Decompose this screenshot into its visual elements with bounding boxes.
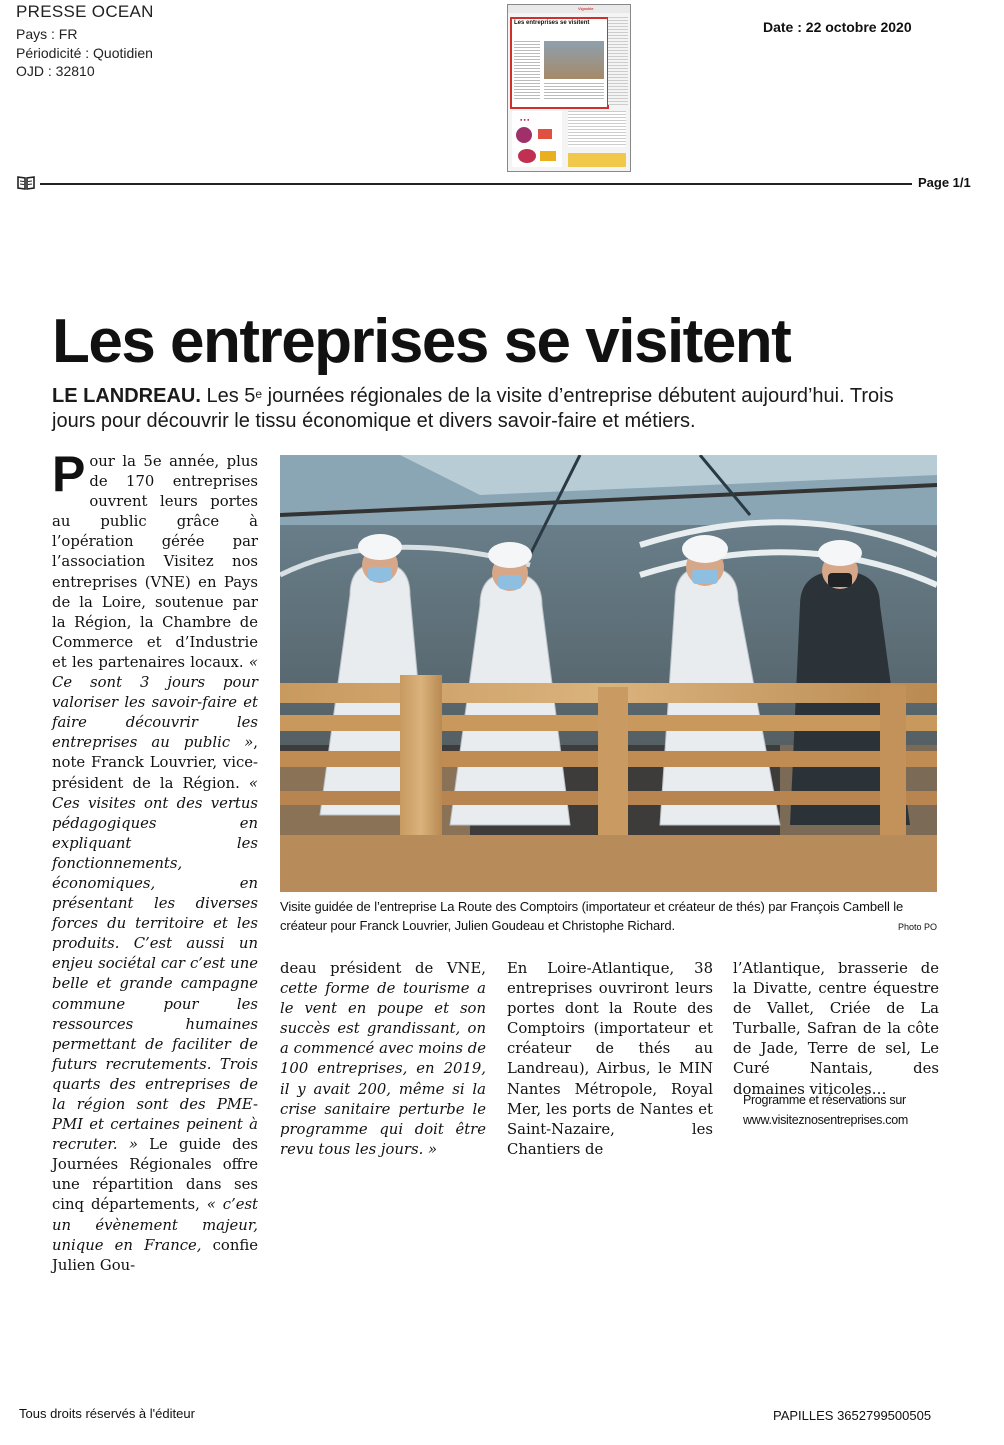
column-1-text: our la 5e année, plus de 170 entreprises ouvrent leurs portes au public grâce à l’opération gérée par l’association Visitez nos entreprises (VNE) en Pays de la Loire, soutenue par la Région, la Chambre de Commerce et d’Industrie et les partenaires locaux. [52,453,258,671]
quote-text: « Ce sont 3 jours pour valoriser les savoir-faire et faire découvrir les entreprises au public » [52,653,258,752]
book-icon [16,175,36,191]
lead-superscript: e [255,387,263,401]
ojd-label: OJD : 32810 [16,63,95,79]
publication-name: PRESSE OCEAN [16,2,154,21]
column-1-text: Le guide des Journées Régionales offre une répartition dans ses cinq départements, [52,1136,258,1214]
program-label: Programme et réservations sur [743,1093,906,1107]
country-label: Pays : FR [16,26,78,42]
program-url: www.visiteznosentreprises.com [743,1113,908,1127]
footer-rights: Tous droits réservés à l'éditeur [19,1406,195,1421]
periodicity-label: Périodicité : Quotidien [16,45,153,61]
footer-reference: PAPILLES 3652799500505 [773,1408,932,1423]
article-column-2 [280,959,486,1160]
column-1-text: confie Julien Gou- [52,1236,258,1274]
header-divider [40,183,912,185]
photo-caption: Visite guidée de l’entreprise La Route des Comptoirs (importateur et créateur de thés) par François Cambell le créateur pour Franck Louvrier, Julien Goudeau et Christophe Richard. [280,899,904,933]
thumbnail-article-frame [510,17,609,109]
thumbnail-section: Vignoble [578,6,594,11]
drop-cap: P [52,446,86,502]
lead-text-1: Les 5 [206,385,256,407]
article-photo [280,455,937,892]
thumbnail-headline: Les entreprises se visitent [514,20,590,26]
quote-text: « Ces visites ont des vertus pédagogiques en expliquant les fonctionnements, économiques, en présentant les diverses forces du territoire et les produits. C’est aussi un enjeu sociétal car c’est une belle et grande campagne commune pour les ressources humaines permettant de faciliter de futurs recrutements. Trois quarts des entreprises de la région sont des PME-PMI et certaines peinent à recruter. » [52,774,258,1154]
column-1-text: , note Franck Louvrier, vice-président de la Région. [52,734,258,792]
column-2-text: deau président de VNE, [280,960,486,977]
article-column-3: En Loire-Atlantique, 38 entreprises ouvriront leurs portes dont la Route des Comptoirs (importateur et créateur de thés au Landreau), Airbus, le MIN Nantes Métropole, Royal Mer, les ports de Nantes et Saint-Nazaire, les Chantiers de [507,960,713,1158]
date-label: Date : 22 octobre 2020 [763,19,912,35]
page-thumbnail: Vignoble Les entreprises se visitent ● ● ● [507,4,631,172]
article-column-4: l’Atlantique, brasserie de la Divatte, centre équestre de Vallet, Criée de La Turballe, Safran de la côte de Jade, Terre de sel, Le Curé Nantais, des domaines viticoles… [733,960,939,1098]
quote-text: cette forme de tourisme a le vent en poupe et son succès est grandissant, on a commencé avec moins de 100 entreprises, en 2019, il y avait 200, même si la crise sanitaire perturbe le programme qui doit être revu tous les jours. » [280,980,486,1158]
lead-text-2: journées régionales de la visite d’entreprise débutent aujourd’hui. Trois jours pour découvrir le tissu économique et divers savoir-faire et métiers. [52,385,894,432]
article-column-1 [52,446,258,1276]
lead-kicker: LE LANDREAU. [52,385,201,407]
quote-text: « c’est un évènement majeur, unique en France, [52,1196,258,1254]
page-number: Page 1/1 [918,175,971,190]
article-lead [52,384,932,434]
program-info [743,1090,908,1130]
photo-credit: Photo PO [898,922,938,932]
article-title: Les entreprises se visitent [52,307,791,376]
